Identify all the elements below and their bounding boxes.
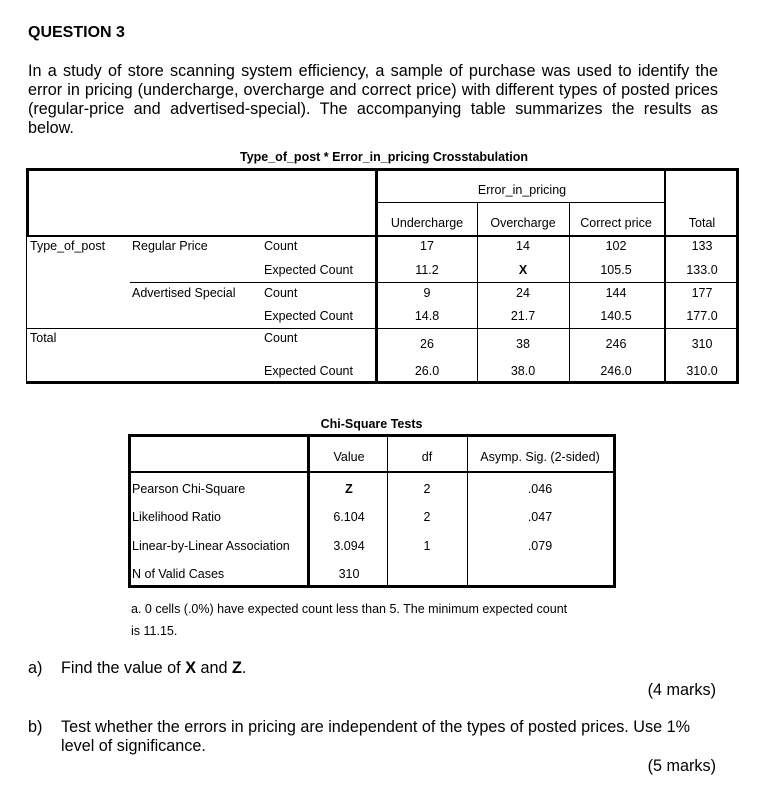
part-b — [28, 718, 718, 756]
part-b-label: b) — [28, 718, 43, 736]
col-header-df: df — [421, 450, 433, 464]
header-bottom-line — [128, 471, 616, 473]
frame-left — [128, 434, 131, 588]
cell: 140.5 — [600, 309, 632, 323]
part-a-text-3: . — [241, 659, 247, 677]
cell: 133 — [691, 239, 713, 253]
cell: 133.0 — [686, 263, 718, 277]
stat-label: Expected Count — [264, 364, 353, 378]
col-divider-2 — [569, 203, 570, 384]
cell-unknown-x: X — [518, 263, 528, 277]
crosstab-table — [26, 168, 739, 384]
cell: 2 — [423, 510, 431, 524]
cell: 2 — [423, 482, 431, 496]
frame-top — [128, 434, 616, 437]
col-divider-1 — [387, 434, 388, 588]
chisq-title-text: Chi-Square Tests — [320, 417, 423, 431]
part-a-text — [61, 659, 246, 677]
cell: 144 — [605, 286, 627, 300]
group-header: Error_in_pricing — [477, 183, 567, 197]
part-a-var-x: X — [185, 659, 196, 677]
cell: 6.104 — [333, 510, 365, 524]
part-a-marks: (4 marks) — [647, 681, 716, 699]
part-b-marks: (5 marks) — [647, 757, 716, 775]
cell: 310.0 — [686, 364, 718, 378]
cell: .047 — [527, 510, 553, 524]
row-label-likelihood: Likelihood Ratio — [132, 510, 221, 524]
row-label-pearson: Pearson Chi-Square — [132, 482, 246, 496]
cell: 14.8 — [414, 309, 440, 323]
cell: 246 — [605, 337, 627, 351]
frame-bottom — [26, 381, 739, 384]
frame-left-lower — [26, 235, 27, 384]
col-header-total: Total — [688, 216, 716, 230]
footnote-line-2: is 11.15. — [131, 624, 178, 638]
crosstab-title-text: Type_of_post * Error_in_pricing Crosstabulation — [239, 150, 528, 164]
cell: 177.0 — [686, 309, 718, 323]
chisq-title — [0, 417, 783, 431]
group-separator-total — [26, 328, 739, 329]
stat-label: Expected Count — [264, 309, 353, 323]
col-divider-2 — [467, 434, 468, 588]
group-header-underline — [378, 202, 665, 203]
col-header-undercharge: Undercharge — [390, 216, 464, 230]
row-var-label: Type_of_post — [30, 239, 106, 253]
cell: 14 — [516, 239, 530, 253]
col-header-value: Value — [333, 450, 365, 464]
group-separator-1 — [130, 282, 739, 283]
cell: 38.0 — [510, 364, 536, 378]
cell: 3.094 — [333, 539, 365, 553]
cell: 9 — [423, 286, 431, 300]
part-a-text-1: Find the value of — [61, 659, 186, 677]
stat-label: Expected Count — [264, 263, 353, 277]
part-a-text-2: and — [196, 659, 233, 677]
cell: 11.2 — [415, 263, 439, 277]
chisq-footnote — [131, 598, 567, 642]
footnote-line-1: a. 0 cells (.0%) have expected count less than 5. The minimum expected count — [131, 602, 568, 616]
stat-label: Count — [264, 286, 298, 300]
crosstab-title — [0, 150, 783, 164]
part-a-label: a) — [28, 659, 43, 677]
col-header-correct-price: Correct price — [580, 216, 652, 230]
cell: 26 — [420, 337, 434, 351]
stat-label: Count — [264, 331, 298, 345]
cell: 246.0 — [600, 364, 632, 378]
row-label-n: N of Valid Cases — [132, 567, 225, 581]
cell: 17 — [420, 239, 434, 253]
cell: 24 — [516, 286, 530, 300]
group-label-regular: Regular Price — [132, 239, 208, 253]
frame-right — [736, 168, 739, 384]
cell: .046 — [527, 482, 553, 496]
cell: 38 — [516, 337, 530, 351]
col-header-sig: Asymp. Sig. (2-sided) — [480, 450, 600, 464]
frame-right — [613, 434, 616, 588]
part-b-text: Test whether the errors in pricing are independent of the types of posted prices. Use 1% level of significance. — [61, 718, 690, 755]
col-divider-1 — [477, 203, 478, 384]
cell: 105.5 — [600, 263, 632, 277]
col-header-overcharge: Overcharge — [490, 216, 556, 230]
frame-left-upper — [26, 168, 29, 235]
total-label: Total — [30, 331, 57, 345]
part-a-var-z: Z — [232, 659, 242, 677]
part-a — [28, 659, 246, 678]
cell: 310 — [338, 567, 360, 581]
question-title: QUESTION 3 — [28, 24, 125, 41]
cell: 1 — [423, 539, 431, 553]
header-bottom-line — [26, 235, 739, 237]
cell: 310 — [691, 337, 713, 351]
frame-bottom — [128, 585, 616, 588]
label-col-divider — [307, 434, 310, 588]
cell: 21.7 — [510, 309, 536, 323]
frame-top — [26, 168, 739, 171]
cell: 26.0 — [414, 364, 440, 378]
stat-label: Count — [264, 239, 298, 253]
cell-unknown-z: Z — [345, 482, 353, 496]
row-label-linear: Linear-by-Linear Association — [132, 539, 290, 553]
group-label-advertised: Advertised Special — [132, 286, 236, 300]
cell: 177 — [691, 286, 713, 300]
cell: 102 — [605, 239, 627, 253]
total-col-divider — [664, 168, 666, 384]
header-col-divider — [375, 168, 378, 384]
intro-paragraph: In a study of store scanning system efficiency, a sample of purchase was used to identify the error in pricing (undercharge, overcharge and correct price) with different types of posted prices (regular-price and advertised-special). The accompanying table summarizes the results as below. — [28, 62, 718, 137]
chisq-table — [128, 434, 616, 588]
cell: .079 — [527, 539, 553, 553]
